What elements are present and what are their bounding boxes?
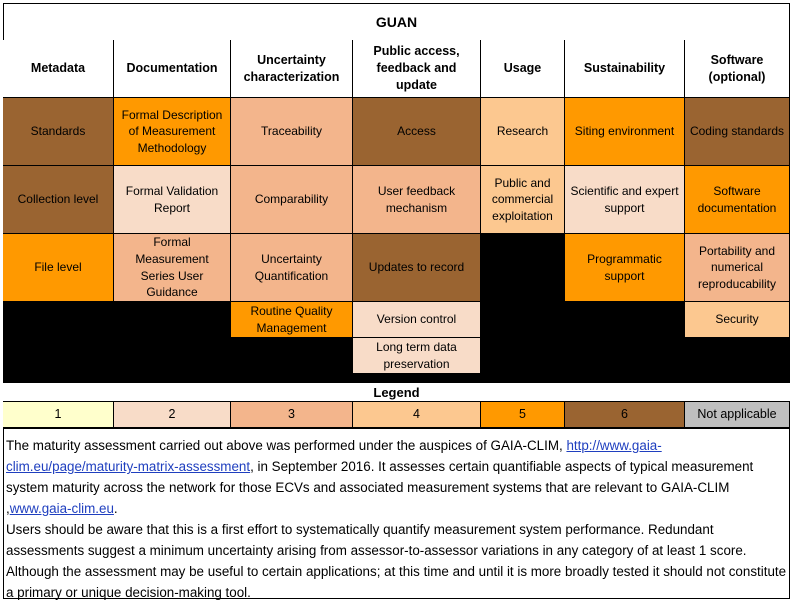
matrix-cell: Formal Measurement Series User Guidance: [114, 234, 231, 302]
matrix-cell: Standards: [3, 98, 114, 166]
column-header: Sustainability: [565, 40, 685, 98]
legend-item: 1: [3, 402, 114, 427]
gaia-clim-link[interactable]: www.gaia-clim.eu: [9, 501, 114, 516]
matrix-cell: Coding standards: [685, 98, 790, 166]
column-header: Usage: [481, 40, 565, 98]
matrix-cell: Security: [685, 302, 790, 338]
maturity-matrix: [3, 40, 790, 382]
matrix-cell: Formal Description of Measurement Methodology: [114, 98, 231, 166]
legend-item: 6: [565, 402, 685, 427]
empty-cell: [114, 302, 231, 338]
column-header: Metadata: [3, 40, 114, 98]
note-text-2: , in September 2016. It assesses certain quantifiable aspects of typical measurement system maturity across the network for those ECVs and associated measurement systems that are relevant to GAIA-CLIM ,: [6, 459, 754, 516]
legend-item: Not applicable: [685, 402, 790, 427]
column-header: Software (optional): [685, 40, 790, 98]
matrix-cell: Comparability: [231, 166, 353, 234]
empty-cell: [481, 234, 565, 302]
matrix-cell: Version control: [353, 302, 481, 338]
matrix-cell: Collection level: [3, 166, 114, 234]
empty-cell: [685, 338, 790, 374]
empty-cell: [114, 338, 231, 374]
empty-cell: [3, 338, 114, 374]
matrix-cell: Scientific and expert support: [565, 166, 685, 234]
matrix-cell: File level: [3, 234, 114, 302]
empty-cell: [3, 302, 114, 338]
note-text-3: .: [113, 501, 118, 516]
legend-row: [3, 401, 790, 428]
legend-item: 5: [481, 402, 565, 427]
page-title: GUAN: [375, 14, 418, 30]
empty-cell: [481, 302, 565, 338]
matrix-cell: Research: [481, 98, 565, 166]
disclaimer-note: [3, 428, 790, 599]
matrix-cell: Uncertainty Quantification: [231, 234, 353, 302]
legend-item: 4: [353, 402, 481, 427]
matrix-cell: Long term data preservation: [353, 338, 481, 374]
column-header: Public access, feedback and update: [353, 40, 481, 98]
matrix-cell: Public and commercial exploitation: [481, 166, 565, 234]
matrix-cell: Formal Validation Report: [114, 166, 231, 234]
column-header: Uncertainty characterization: [231, 40, 353, 98]
matrix-cell: Access: [353, 98, 481, 166]
legend-title: Legend: [3, 382, 790, 401]
empty-cell: [481, 338, 565, 374]
empty-cell: [565, 338, 685, 374]
matrix-cell: User feedback mechanism: [353, 166, 481, 234]
matrix-cell: Software documentation: [685, 166, 790, 234]
matrix-cell: Traceability: [231, 98, 353, 166]
empty-cell: [565, 302, 685, 338]
matrix-cell: Programmatic support: [565, 234, 685, 302]
note-paragraph-2: Users should be aware that this is a first effort to systematically quantify measurement system performance. Redundant assessments suggest a minimum uncertainty arising from assessor-to-assessor variations in any category of at least 1 score. Although the assessment may be useful to certain applications; at this time and until it is more broadly tested it should not constitute a primary or unique decision-making tool.: [6, 522, 787, 600]
note-paragraph-1: [6, 435, 787, 519]
matrix-cell: Portability and numerical reproducability: [685, 234, 790, 302]
note-text-1: The maturity assessment carried out above was performed under the auspices of GAIA-CLIM,: [6, 438, 567, 453]
column-header: Documentation: [114, 40, 231, 98]
legend-item: 2: [114, 402, 231, 427]
empty-cell: [231, 338, 353, 374]
legend-item: 3: [231, 402, 353, 427]
matrix-cell: Siting environment: [565, 98, 685, 166]
maturity-assessment-link[interactable]: http://www.gaia-clim.eu/page/maturity-matrix-assessment: [6, 438, 662, 474]
matrix-cell: Updates to record: [353, 234, 481, 302]
matrix-cell: Routine Quality Management: [231, 302, 353, 338]
